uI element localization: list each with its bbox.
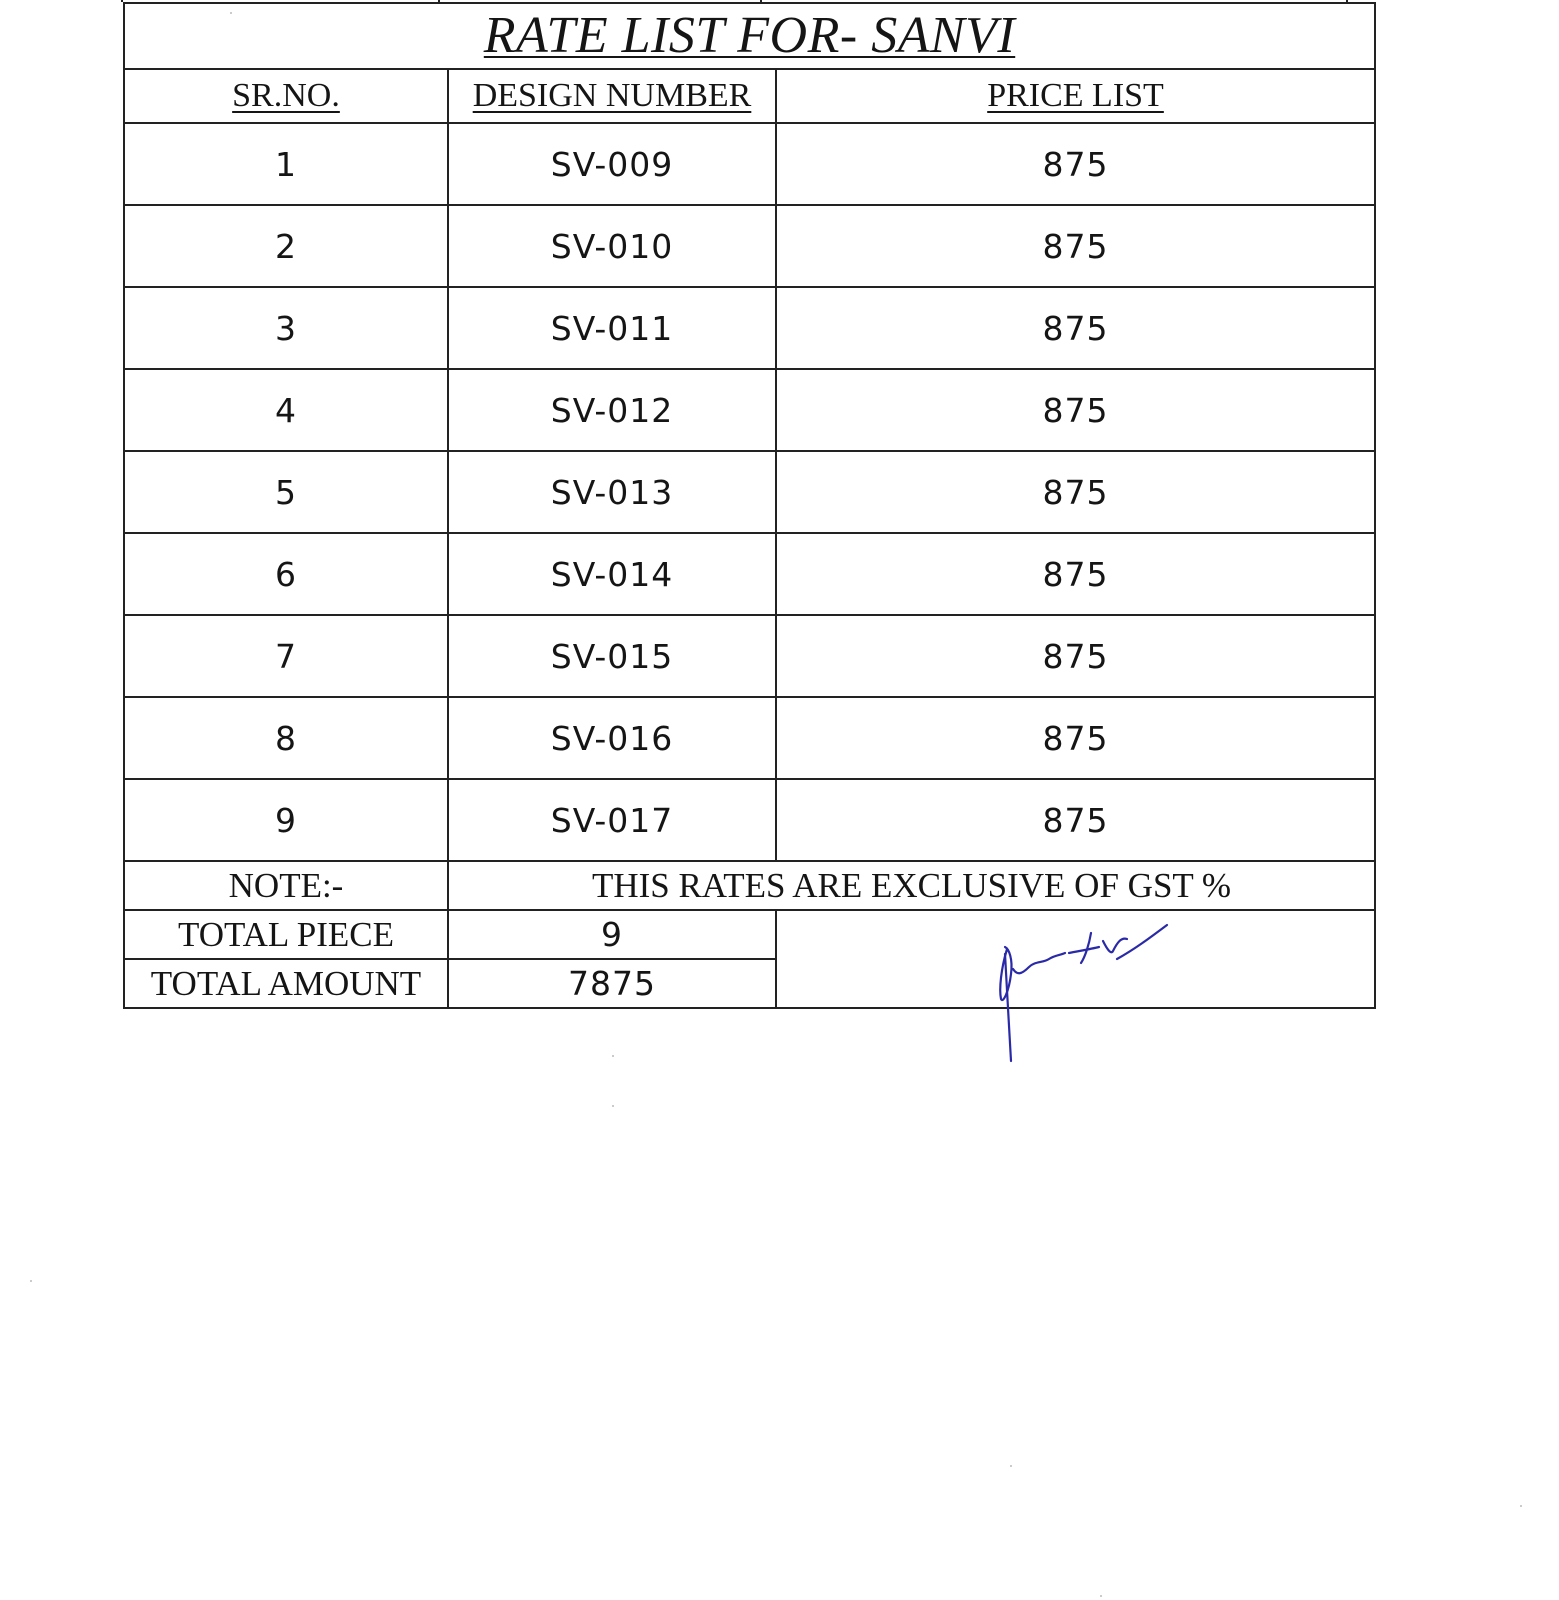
- price-cell: 875: [776, 205, 1375, 287]
- table-row: [124, 451, 1375, 533]
- design-number-cell: SV-010: [448, 205, 776, 287]
- design-number-cell: SV-013: [448, 451, 776, 533]
- table-row: [124, 123, 1375, 205]
- table-row: [124, 205, 1375, 287]
- sr-no-cell: 7: [124, 615, 448, 697]
- design-number-cell: SV-009: [448, 123, 776, 205]
- scan-speck: [612, 1105, 614, 1107]
- sr-no-cell: 4: [124, 369, 448, 451]
- total-amount-label: TOTAL AMOUNT: [124, 959, 448, 1008]
- sr-no-cell: 1: [124, 123, 448, 205]
- table-row: [124, 615, 1375, 697]
- table-row: [124, 369, 1375, 451]
- sr-no-cell: 5: [124, 451, 448, 533]
- scan-speck: [230, 12, 232, 14]
- sr-no-cell: 2: [124, 205, 448, 287]
- sr-no-cell: 9: [124, 779, 448, 861]
- rate-list-title: RATE LIST FOR- SANVI: [483, 7, 1016, 64]
- header-design-number-label: DESIGN NUMBER: [472, 77, 752, 114]
- price-cell: 875: [776, 287, 1375, 369]
- scan-speck: [612, 1055, 614, 1057]
- price-cell: 875: [776, 615, 1375, 697]
- sr-no-cell: 8: [124, 697, 448, 779]
- price-cell: 875: [776, 123, 1375, 205]
- table-row: [124, 287, 1375, 369]
- price-cell: 875: [776, 697, 1375, 779]
- header-sr-no: [124, 69, 448, 123]
- table-row: [124, 779, 1375, 861]
- design-number-cell: SV-012: [448, 369, 776, 451]
- table-row: [124, 533, 1375, 615]
- scan-speck: [1010, 1465, 1012, 1467]
- note-label: NOTE:-: [124, 861, 448, 910]
- total-piece-row: [124, 910, 1375, 959]
- header-price-list-label: PRICE LIST: [987, 77, 1164, 114]
- signature-cell: [776, 910, 1375, 1008]
- price-cell: 875: [776, 369, 1375, 451]
- header-sr-no-label: SR.NO.: [232, 77, 340, 114]
- total-amount-value: 7875: [448, 959, 776, 1008]
- design-number-cell: SV-014: [448, 533, 776, 615]
- scan-speck: [1520, 1505, 1522, 1507]
- design-number-cell: SV-016: [448, 697, 776, 779]
- note-text: THIS RATES ARE EXCLUSIVE OF GST %: [448, 861, 1375, 910]
- design-number-cell: SV-015: [448, 615, 776, 697]
- price-cell: 875: [776, 533, 1375, 615]
- signature-icon: [995, 919, 1175, 1069]
- total-piece-label: TOTAL PIECE: [124, 910, 448, 959]
- rate-list-title-cell: [124, 3, 1375, 69]
- header-design-number: [448, 69, 776, 123]
- table-row: [124, 697, 1375, 779]
- sr-no-cell: 6: [124, 533, 448, 615]
- scan-speck: [1100, 1595, 1102, 1597]
- design-number-cell: SV-017: [448, 779, 776, 861]
- header-price-list: [776, 69, 1375, 123]
- rate-list-table: [123, 2, 1376, 1009]
- scan-speck: [30, 1280, 32, 1282]
- total-piece-value: 9: [448, 910, 776, 959]
- price-cell: 875: [776, 779, 1375, 861]
- sr-no-cell: 3: [124, 287, 448, 369]
- design-number-cell: SV-011: [448, 287, 776, 369]
- note-row: [124, 861, 1375, 910]
- price-cell: 875: [776, 451, 1375, 533]
